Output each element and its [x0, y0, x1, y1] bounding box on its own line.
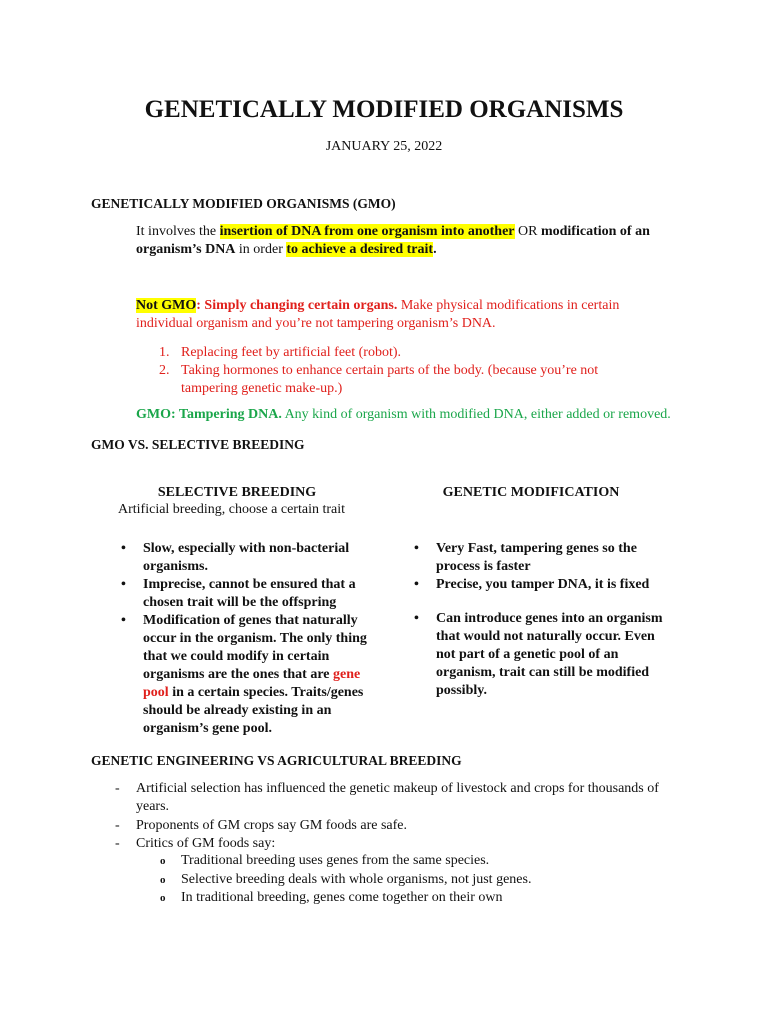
text: modification of an organism’s DNA: [136, 224, 650, 257]
text: in a certain species. Traits/genes should be already existing in an organism’s gene pool.: [143, 685, 364, 736]
sub-marker: o: [160, 874, 166, 886]
bullet: •: [414, 611, 419, 626]
list-number: 2.: [159, 363, 170, 378]
bullet: •: [121, 541, 126, 556]
list-item: [115, 817, 408, 835]
text: Artificial selection has influenced the genetic makeup of livestock and crops for thousands of years.: [136, 781, 659, 814]
list-item: [121, 540, 375, 576]
text: .: [433, 242, 437, 257]
section-heading-gmo: GENETICALLY MODIFIED ORGANISMS (GMO): [91, 196, 396, 211]
list-item: [414, 540, 664, 576]
text: GMO: Tampering DNA.: [136, 407, 282, 422]
document-date: JANUARY 25, 2022: [325, 139, 443, 154]
selective-bullets: [121, 540, 375, 738]
highlight: to achieve a desired trait: [286, 242, 434, 257]
list-item: [121, 612, 375, 738]
text: Selective breeding deals with whole organisms, not just genes.: [181, 872, 532, 887]
gmo-paragraph: [136, 406, 716, 424]
section-heading-vs: GMO VS. SELECTIVE BREEDING: [91, 437, 305, 452]
sub-item: [160, 871, 532, 889]
text: Traditional breeding uses genes from the same species.: [181, 853, 490, 868]
list-item: [159, 344, 661, 362]
dash: -: [115, 781, 120, 796]
list-item: [115, 835, 276, 853]
bullet: •: [414, 577, 419, 592]
not-gmo-label: Not GMO: [136, 298, 197, 313]
list-item: [414, 610, 664, 700]
dash: -: [115, 818, 120, 833]
bullet: •: [121, 613, 126, 628]
text: Can introduce genes into an organism that would not naturally occur. Even not part of a genetic pool of an organism, trait can still be modified possibly.: [436, 611, 663, 698]
column-heading-selective: SELECTIVE BREEDING: [157, 485, 317, 500]
text: Precise, you tamper DNA, it is fixed: [436, 577, 650, 592]
text: in order: [235, 242, 287, 257]
text: Very Fast, tampering genes so the process is faster: [436, 541, 637, 574]
sub-item: [160, 852, 490, 870]
list-item: [115, 780, 676, 816]
text: Critics of GM foods say:: [136, 836, 276, 851]
text: Modification of genes that naturally occur in the organism. The only thing that we could modify in certain organisms are the ones that are: [143, 613, 367, 682]
highlight-red: gene pool: [143, 667, 361, 700]
highlight: insertion of DNA from one organism into another: [219, 224, 515, 239]
list-item: [121, 576, 375, 612]
sub-marker: o: [160, 855, 166, 867]
text: Any kind of organism with modified DNA, either added or removed.: [281, 407, 671, 422]
text: In traditional breeding, genes come together on their own: [181, 890, 503, 905]
text: Proponents of GM crops say GM foods are safe.: [136, 818, 408, 833]
text: : Simply changing certain organs.: [196, 298, 398, 313]
text: OR: [514, 224, 541, 239]
list-text: Taking hormones to enhance certain parts of the body. (because you’re not tampering genetic make-up.): [181, 363, 599, 396]
bullet: •: [121, 577, 126, 592]
text: It involves the: [136, 224, 220, 239]
sub-item: [160, 889, 503, 907]
column-subtitle: Artificial breeding, choose a certain trait: [118, 502, 346, 517]
document-title: GENETICALLY MODIFIED ORGANISMS: [144, 96, 624, 123]
list-text: Replacing feet by artificial feet (robot).: [181, 345, 402, 360]
text: Slow, especially with non-bacterial organisms.: [143, 541, 350, 574]
bullet: •: [414, 541, 419, 556]
list-item: [414, 576, 664, 594]
section-heading-engineering: GENETIC ENGINEERING VS AGRICULTURAL BREEDING: [91, 753, 462, 768]
sub-marker: o: [160, 892, 166, 904]
list-item: [159, 362, 636, 398]
list-number: 1.: [159, 345, 170, 360]
column-heading-genetic: GENETIC MODIFICATION: [442, 485, 620, 500]
gmo-definition: [136, 223, 676, 259]
text: Imprecise, cannot be ensured that a chosen trait will be the offspring: [143, 577, 356, 610]
genetic-bullets: [414, 540, 664, 700]
dash: -: [115, 836, 120, 851]
not-gmo-paragraph: [136, 297, 676, 333]
text: Make physical modifications in certain individual organism and you’re not tampering organism’s DNA.: [136, 298, 620, 331]
